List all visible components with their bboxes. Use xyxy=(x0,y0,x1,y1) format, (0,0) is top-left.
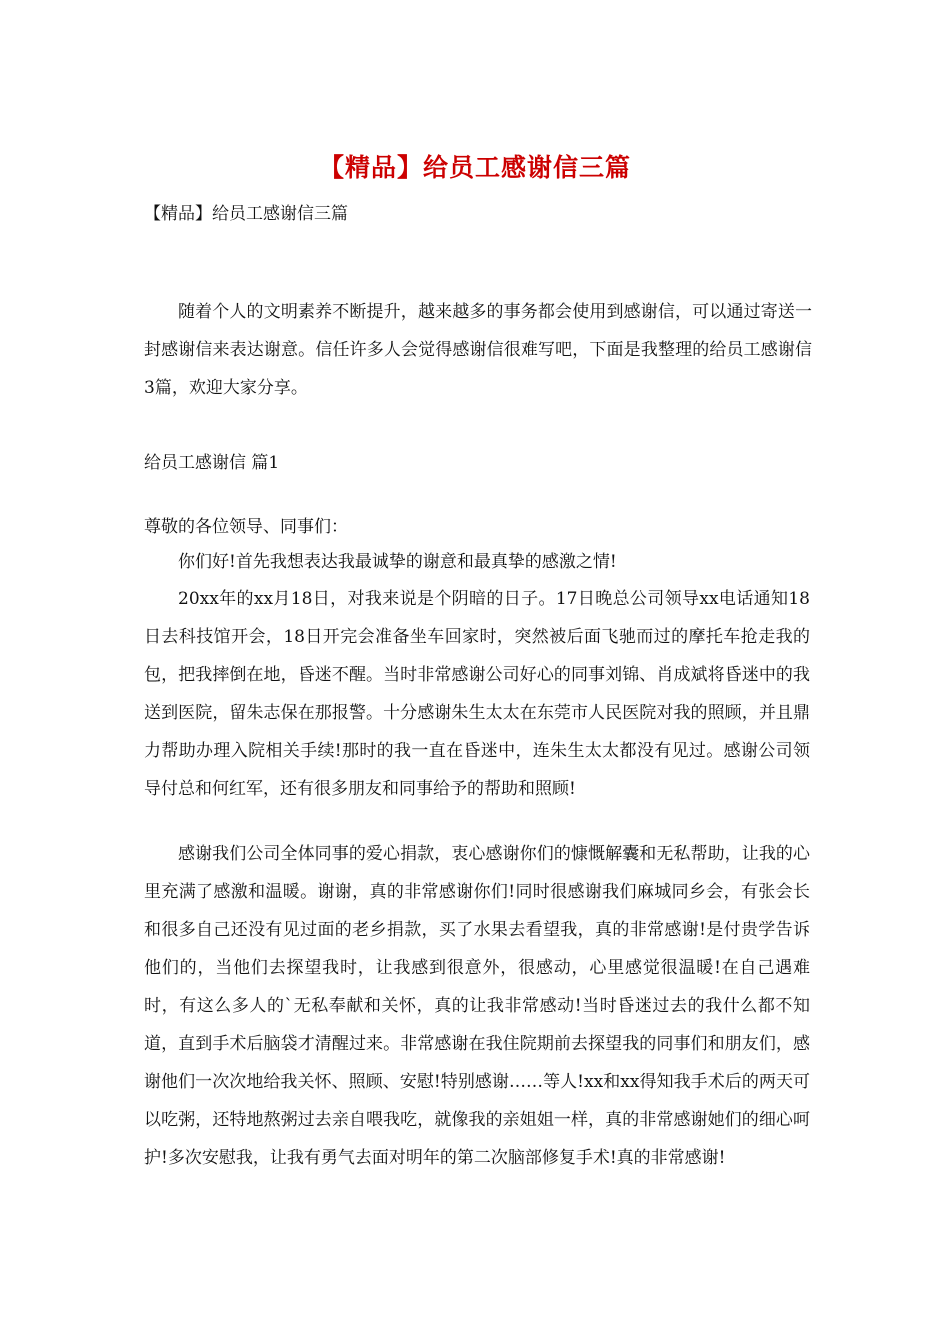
section-heading: 给员工感谢信 篇1 xyxy=(144,453,280,473)
letter-greeting: 你们好!首先我想表达我最诚挚的谢意和最真挚的感激之情! xyxy=(178,552,617,572)
letter-paragraph-1: 20xx年的xx月18日，对我来说是个阴暗的日子。17日晚总公司领导xx电话通知18日去科技馆开会，18日开完会准备坐车回家时，突然被后面飞驰而过的摩托车抢走我的包，把我摔倒在地，昏迷不醒。当时非常感谢公司好心的同事刘锦、肖成斌将昏迷中的我送到医院，留朱志保在那报警。十分感谢朱生太太在东莞市人民医院对我的照顾，并且鼎力帮助办理入院相关手续!那时的我一直在昏迷中，连朱生太太都没有见过。感谢公司领导付总和何红军，还有很多朋友和同事给予的帮助和照顾! xyxy=(144,589,810,799)
letter-paragraph-2: 感谢我们公司全体同事的爱心捐款，衷心感谢你们的慷慨解囊和无私帮助，让我的心里充满了感激和温暖。谢谢，真的非常感谢你们!同时很感谢我们麻城同乡会，有张会长和很多自己还没有见过面的老乡捐款，买了水果去看望我，真的非常感谢!是付贵学告诉他们的，当他们去探望我时，让我感到很意外，很感动，心里感觉很温暖!在自己遇难时，有这么多人的`无私奉献和关怀，真的让我非常感动!当时昏迷过去的我什么都不知道，直到手术后脑袋才清醒过来。非常感谢在我住院期前去探望我的同事们和朋友们，感谢他们一次次地给我关怀、照顾、安慰!特别感谢……等人!xx和xx得知我手术后的两天可以吃粥，还特地熬粥过去亲自喂我吃，就像我的亲姐姐一样，真的非常感谢她们的细心呵护!多次安慰我，让我有勇气去面对明年的第二次脑部修复手术!真的非常感谢! xyxy=(144,844,810,1168)
document-title: 【精品】给员工感谢信三篇 xyxy=(318,153,631,182)
letter-salutation: 尊敬的各位领导、同事们： xyxy=(144,517,348,537)
document-subtitle: 【精品】给员工感谢信三篇 xyxy=(144,204,348,224)
intro-paragraph: 随着个人的文明素养不断提升，越来越多的事务都会使用到感谢信，可以通过寄送一封感谢信来表达谢意。信任许多人会觉得感谢信很难写吧，下面是我整理的给员工感谢信3篇，欢迎大家分享。 xyxy=(144,302,812,398)
